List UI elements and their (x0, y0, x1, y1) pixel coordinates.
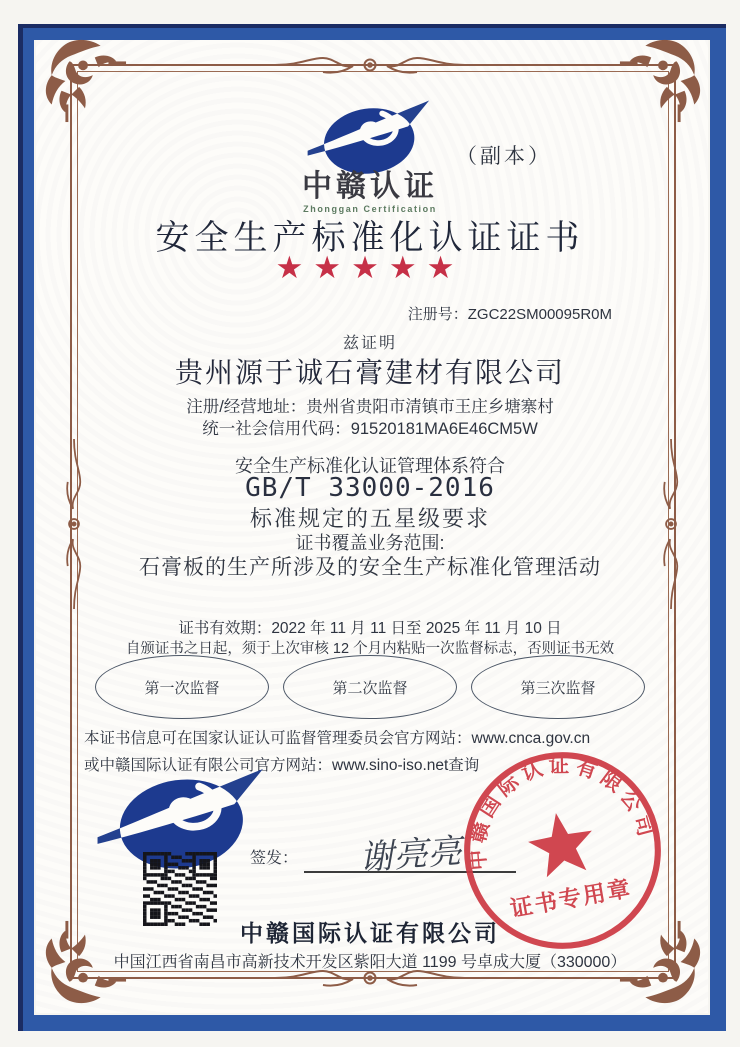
seal-star-icon (524, 808, 598, 880)
five-star-rating: ★★★★★ (275, 250, 465, 285)
system-conformity-line: 安全生产标准化认证管理体系符合 (235, 456, 505, 476)
seal-bottom-text: 证书专用章 (508, 875, 634, 922)
supervision-ovals (0, 655, 740, 719)
verify-info-line-1: 本证书信息可在国家认证认可监督管理委员会官方网站：www.cnca.gov.cn (84, 730, 591, 747)
issuer-address: 中国江西省南昌市高新技术开发区紫阳大道 1199 号卓成大厦（330000） (113, 954, 627, 971)
verify-info-line-2: 或中赣国际认证有限公司官方网站：www.sino-iso.net查询 (84, 757, 480, 774)
registration-number: 注册号：ZGC22SM00095R0M (407, 306, 612, 323)
scope-label: 证书覆盖业务范围: (295, 533, 445, 553)
standard-requirement: 标准规定的五星级要求 (249, 506, 490, 531)
supervision-oval-1 (95, 655, 269, 719)
company-name: 贵州源于诚石膏建材有限公司 (174, 357, 565, 388)
signature-handwriting: 谢亮亮 (358, 831, 463, 879)
certifier-logo (0, 94, 740, 214)
validity-line: 证书有效期：2022 年 11 月 11 日至 2025 年 11 月 10 日 (178, 620, 562, 637)
issuer-name: 中赣国际认证有限公司 (240, 920, 500, 946)
credit-code: 统一社会信用代码：91520181MA6E46CM5W (202, 420, 538, 438)
company-address: 注册/经营地址：贵州省贵阳市清镇市王庄乡塘寨村 (186, 398, 554, 416)
supervision-label: 第三次监督 (520, 679, 596, 697)
copy-label: （副本） (456, 145, 552, 168)
scope-text: 石膏板的生产所涉及的安全生产标准化管理活动 (139, 556, 601, 579)
supervision-oval-3 (471, 655, 645, 719)
certify-label: 兹证明 (342, 335, 397, 352)
sign-label: 签发： (250, 850, 299, 867)
supervision-label: 第二次监督 (332, 679, 408, 697)
logo-cn-text: 中赣认证 (302, 170, 438, 203)
seal-ring-text: 中赣国际认证有限公司 (465, 754, 659, 872)
supervision-label: 第一次监督 (144, 679, 220, 697)
border-center-ornament-icon (275, 54, 465, 76)
certificate-title: 安全生产标准化认证证书 (155, 218, 585, 258)
logo-en-text: Zhonggan Certification (303, 204, 437, 214)
supervision-oval-2 (283, 655, 457, 719)
standard-code: GB/T 33000-2016 (245, 473, 495, 503)
supervision-note: 自颁证书之日起，须于上次审核 12 个月内粘贴一次监督标志，否则证书无效 (125, 641, 615, 657)
